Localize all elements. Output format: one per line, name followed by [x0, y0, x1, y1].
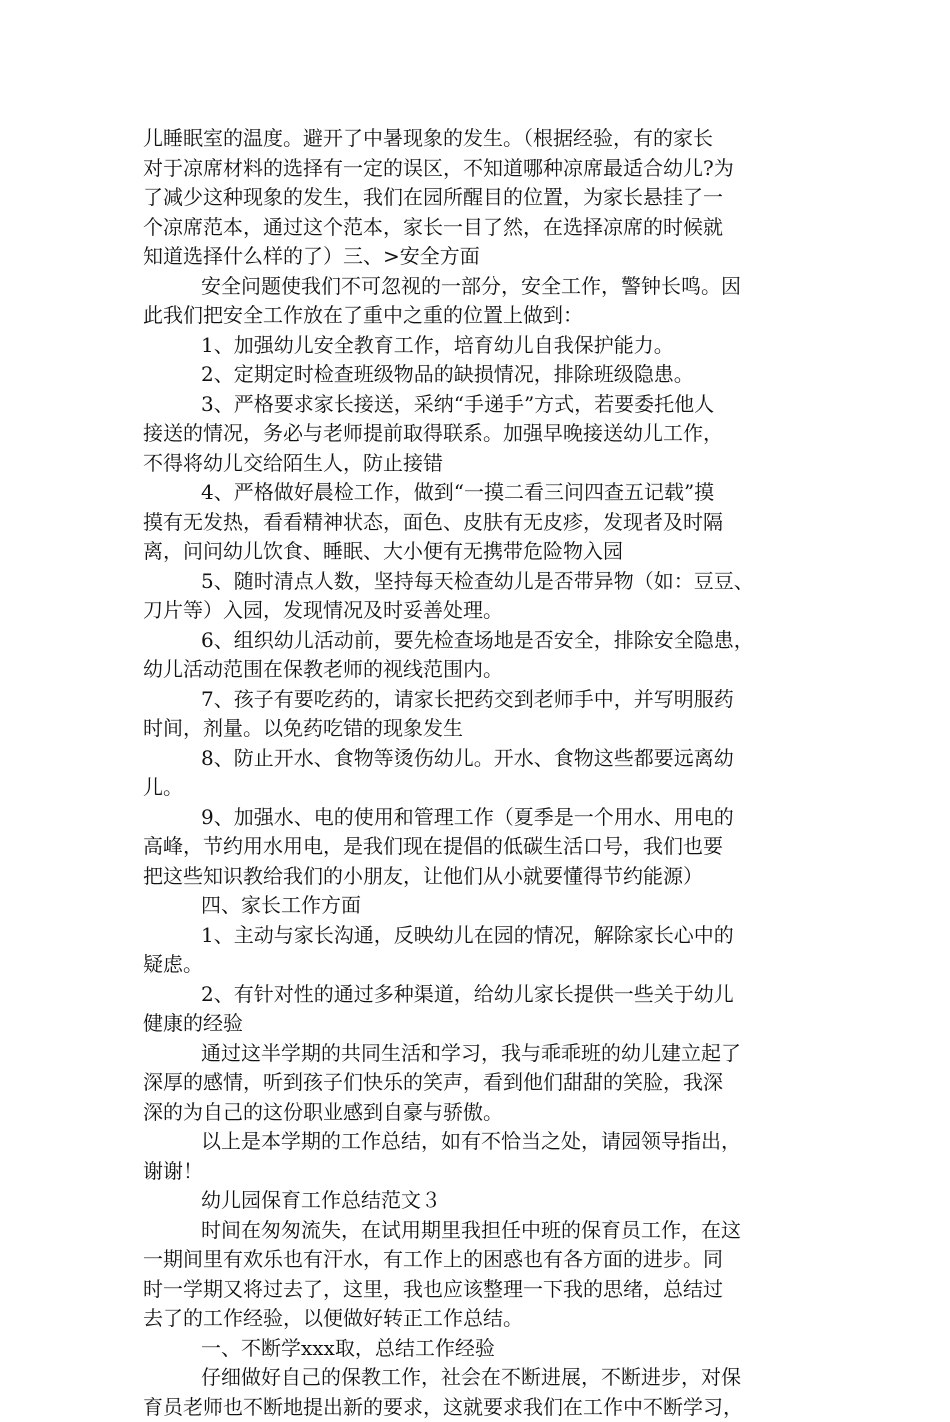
- text-line: 个凉席范本，通过这个范本，家长一目了然，在选择凉席的时候就: [143, 213, 807, 243]
- text-line: 离，问问幼儿饮食、睡眠、大小便有无携带危险物入园: [143, 537, 807, 567]
- text-line: 育员老师也不断地提出新的要求，这就要求我们在工作中不断学习，: [143, 1393, 807, 1422]
- text-line: 幼儿园保育工作总结范文３: [143, 1186, 807, 1216]
- text-line: 知道选择什么样的了）三、>安全方面: [143, 242, 807, 272]
- text-line: 幼儿活动范围在保教老师的视线范围内。: [143, 655, 807, 685]
- text-line: 不得将幼儿交给陌生人，防止接错: [143, 449, 807, 479]
- text-line: 2、定期定时检查班级物品的缺损情况，排除班级隐患。: [143, 360, 807, 390]
- text-line: 仔细做好自己的保教工作，社会在不断进展，不断进步，对保: [143, 1363, 807, 1393]
- text-line: 对于凉席材料的选择有一定的误区，不知道哪种凉席最适合幼儿?为: [143, 154, 807, 184]
- text-line: 2、有针对性的通过多种渠道，给幼儿家长提供一些关于幼儿: [143, 980, 807, 1010]
- text-line: 4、严格做好晨检工作，做到“一摸二看三问四查五记载”摸: [143, 478, 807, 508]
- text-line: 谢谢！: [143, 1157, 807, 1187]
- text-line: 儿睡眠室的温度。避开了中暑现象的发生。（根据经验，有的家长: [143, 124, 807, 154]
- text-line: 时间在匆匆流失，在试用期里我担任中班的保育员工作，在这: [143, 1216, 807, 1246]
- text-line: 深厚的感情，听到孩子们快乐的笑声，看到他们甜甜的笑脸，我深: [143, 1068, 807, 1098]
- text-line: 刀片等）入园，发现情况及时妥善处理。: [143, 596, 807, 626]
- text-line: 1、加强幼儿安全教育工作，培育幼儿自我保护能力。: [143, 331, 807, 361]
- text-line: 3、严格要求家长接送，采纳“手递手”方式，若要委托他人: [143, 390, 807, 420]
- text-line: 把这些知识教给我们的小朋友，让他们从小就要懂得节约能源）: [143, 862, 807, 892]
- text-line: 此我们把安全工作放在了重中之重的位置上做到：: [143, 301, 807, 331]
- text-line: 一期间里有欢乐也有汗水，有工作上的困惑也有各方面的进步。同: [143, 1245, 807, 1275]
- text-line: 疑虑。: [143, 950, 807, 980]
- text-line: 四、家长工作方面: [143, 891, 807, 921]
- text-line: 深的为自己的这份职业感到自豪与骄傲。: [143, 1098, 807, 1128]
- text-line: 时一学期又将过去了，这里，我也应该整理一下我的思绪，总结过: [143, 1275, 807, 1305]
- text-line: 儿。: [143, 773, 807, 803]
- text-line: 以上是本学期的工作总结，如有不恰当之处，请园领导指出，: [143, 1127, 807, 1157]
- text-line: 去了的工作经验，以便做好转正工作总结。: [143, 1304, 807, 1334]
- text-line: 接送的情况，务必与老师提前取得联系。加强早晚接送幼儿工作，: [143, 419, 807, 449]
- text-line: 安全问题使我们不可忽视的一部分，安全工作，警钟长鸣。因: [143, 272, 807, 302]
- text-line: 7、孩子有要吃药的，请家长把药交到老师手中，并写明服药: [143, 685, 807, 715]
- document-body: [143, 124, 807, 1422]
- text-line: 摸有无发热，看看精神状态，面色、皮肤有无皮疹，发现者及时隔: [143, 508, 807, 538]
- text-line: 健康的经验: [143, 1009, 807, 1039]
- text-line: 6、组织幼儿活动前，要先检查场地是否安全，排除安全隐患，: [143, 626, 807, 656]
- text-line: 9、加强水、电的使用和管理工作（夏季是一个用水、用电的: [143, 803, 807, 833]
- text-line: 时间，剂量。以免药吃错的现象发生: [143, 714, 807, 744]
- text-line: 高峰，节约用水用电，是我们现在提倡的低碳生活口号，我们也要: [143, 832, 807, 862]
- text-line: 通过这半学期的共同生活和学习，我与乖乖班的幼儿建立起了: [143, 1039, 807, 1069]
- text-line: 一、不断学xxx取，总结工作经验: [143, 1334, 807, 1364]
- text-line: 8、防止开水、食物等烫伤幼儿。开水、食物这些都要远离幼: [143, 744, 807, 774]
- text-line: 1、主动与家长沟通，反映幼儿在园的情况，解除家长心中的: [143, 921, 807, 951]
- text-line: 5、随时清点人数，坚持每天检查幼儿是否带异物（如：豆豆、: [143, 567, 807, 597]
- text-line: 了减少这种现象的发生，我们在园所醒目的位置，为家长悬挂了一: [143, 183, 807, 213]
